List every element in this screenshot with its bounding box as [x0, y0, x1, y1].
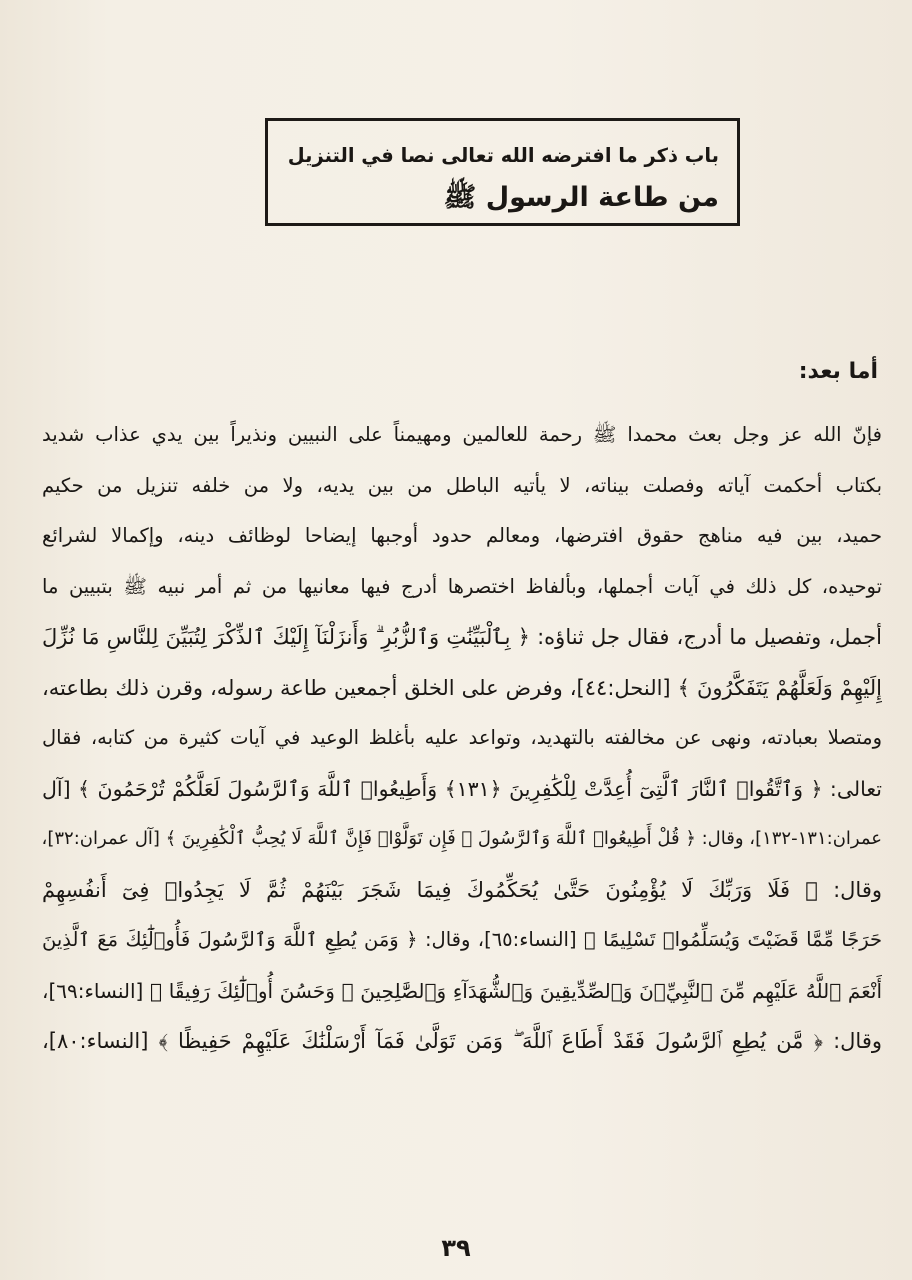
- text-line-6: إِلَيْهِمْ وَلَعَلَّهُمْ يَتَفَكَّرُونَ ﴾ [النحل:٤٤]، وفرض على الخلق أجمعين طاعة رسوله، وقرن ذلك بطاعته،: [42, 675, 882, 700]
- body-text: [42, 352, 882, 1067]
- text-line-3: حميد، بين فيه مناهج حقوق افترضها، ومعالم حدود أوجبها إيضاحا لوظائف دينه، وإكمالا لشرائع: [42, 524, 882, 547]
- page-number: ٣٩: [441, 1234, 471, 1262]
- chapter-title-box: [265, 118, 740, 226]
- text-line-8: تعالى: ﴿ وَٱتَّقُوا۟ ٱلنَّارَ ٱلَّتِىٓ أُعِدَّتْ لِلْكَٰفِرِينَ ﴿١٣١﴾ وَأَطِيعُوا۟ ٱللَّهَ وَٱلرَّسُولَ لَعَلَّكُمْ تُرْحَمُونَ ﴾ [آل: [42, 776, 882, 801]
- text-line-2: بكتاب أحكمت آياته وفصلت بيناته، لا يأتيه الباطل من بين يديه، ولا من خلفه تنزيل من حكيم: [42, 473, 882, 497]
- chapter-title-line-1: باب ذكر ما افترضه الله تعالى نصا في التنزيل: [287, 144, 719, 167]
- text-line-4: توحيده، كل ذلك في آيات أجملها، وبألفاظ اختصرها أدرج فيها معانيها من ثم أمر نبيه ﷺ بتبيين ما: [42, 574, 882, 598]
- text-line-5: أجمل، وتفصيل ما أدرج، فقال جل ثناؤه: ﴿ بِٱلْبَيِّنَٰتِ وَٱلزُّبُرِ ۗ وَأَنزَلْنَآ إِلَيْكَ ٱلذِّكْرَ لِتُبَيِّنَ لِلنَّاسِ مَا نُزِّلَ: [42, 625, 882, 649]
- text-line-13: وقال: ﴿ مَّن يُطِعِ ٱلرَّسُولَ فَقَدْ أَطَاعَ ٱللَّهَ ۖ وَمَن تَوَلَّىٰ فَمَآ أَرْسَلْنَٰكَ عَلَيْهِمْ حَفِيظًا ﴾ [النساء:٨٠]،: [42, 1029, 882, 1053]
- text-line-10: وقال: ﴿ فَلَا وَرَبِّكَ لَا يُؤْمِنُونَ حَتَّىٰ يُحَكِّمُوكَ فِيمَا شَجَرَ بَيْنَهُمْ ثُمَّ لَا يَجِدُوا۟ فِىٓ أَنفُسِهِمْ: [42, 877, 882, 902]
- text-line-11: حَرَجًا مِّمَّا قَضَيْتَ وَيُسَلِّمُوا۟ تَسْلِيمًا ﴾ [النساء:٦٥]، وقال: ﴿ وَمَن يُطِعِ ٱللَّهَ وَٱلرَّسُولَ فَأُو۟لَٰٓئِكَ مَعَ ٱلَّذِينَ: [42, 928, 882, 951]
- text-line-12: أَنْعَمَ ٱللَّهُ عَلَيْهِم مِّنَ ٱلنَّبِيِّۦنَ وَٱلصِّدِّيقِينَ وَٱلشُّهَدَآءِ وَٱلصَّٰلِحِينَ ۚ وَحَسُنَ أُو۟لَٰٓئِكَ رَفِيقًا ﴾ [النساء:٦٩]،: [42, 978, 882, 1003]
- section-heading: أما بعد:: [798, 359, 878, 384]
- text-line-1: فإنّ الله عز وجل بعث محمدا ﷺ رحمة للعالمين ومهيمناً على النبيين ونذيراً بين يدي عذاب شديد: [42, 423, 882, 446]
- text-line-9: عمران:١٣١-١٣٢]، وقال: ﴿ قُلْ أَطِيعُوا۟ ٱللَّهَ وَٱلرَّسُولَ ۖ فَإِن تَوَلَّوْا۟ فَإِنَّ ٱللَّهَ لَا يُحِبُّ ٱلْكَٰفِرِينَ ﴾ [آل عمران:٣٢]،: [42, 828, 882, 849]
- chapter-title-line-2: من طاعة الرسول ﷺ: [443, 182, 719, 213]
- text-line-7: ومتصلا بعبادته، ونهى عن مخالفته بالتهديد، وتواعد عليه بأغلظ الوعيد في آيات كثيرة من كتابه، فقال: [42, 726, 882, 749]
